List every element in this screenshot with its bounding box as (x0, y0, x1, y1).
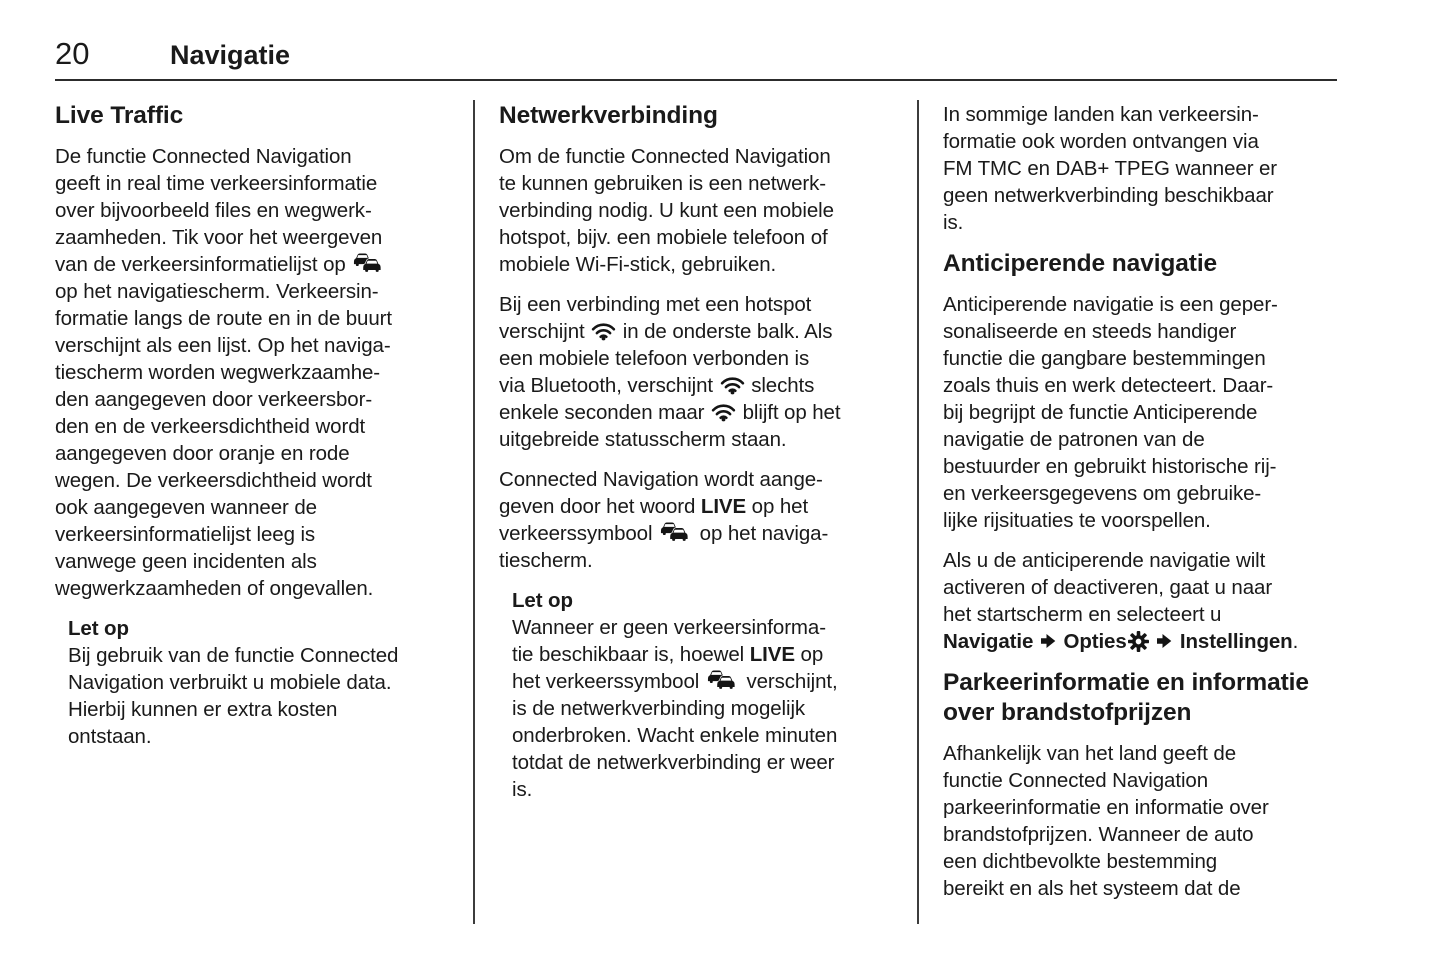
text-line (943, 426, 1337, 453)
text-line (499, 197, 893, 224)
text-run: het verkeerssymbool (512, 670, 705, 693)
text-line (499, 224, 893, 251)
text-run: den en de verkeersdichtheid wordt (55, 415, 366, 438)
text-line (55, 359, 449, 386)
column-divider-1 (473, 100, 475, 924)
text-run: Wanneer er geen verkeersinforma- (512, 616, 826, 639)
column-2 (499, 96, 893, 816)
text-line (68, 696, 449, 723)
emphasis-text: Navigatie (943, 630, 1034, 653)
text-run: activeren of deactiveren, gaat u naar (943, 576, 1273, 599)
text-line (943, 399, 1337, 426)
text-line (943, 128, 1337, 155)
text-run: formatie ook worden ontvangen via (943, 130, 1259, 153)
text-run: verschijnt (499, 320, 591, 343)
text-run: tie beschikbaar is, hoewel (512, 643, 750, 666)
text-line (943, 480, 1337, 507)
text-line (55, 521, 449, 548)
text-run: vanwege geen incidenten als (55, 550, 317, 573)
emphasis-text: Instellingen (1179, 630, 1293, 653)
text-run: hotspot, bijv. een mobiele telefoon of (499, 226, 828, 249)
text-run: parkeerinformatie en informatie over (943, 796, 1269, 819)
text-line (55, 575, 449, 602)
text-run: tiescherm. (499, 549, 593, 572)
traffic-icon (352, 252, 386, 276)
text-run: tiescherm worden wegwerkzaamhe- (55, 361, 381, 384)
text-line (499, 426, 893, 453)
note-block (68, 615, 449, 750)
column-divider-2 (917, 100, 919, 924)
paragraph (943, 291, 1337, 534)
section-heading: Anticiperende navigatie (943, 250, 1218, 277)
text-run: verkeersinformatielijst leeg is (55, 523, 316, 546)
text-run: De functie Connected Navigation (55, 145, 352, 168)
text-line (55, 251, 449, 278)
wifi-icon (711, 402, 736, 422)
text-run: is. (943, 211, 964, 234)
text-run: zoals thuis en werk detecteert. Daar- (943, 374, 1274, 397)
text-run: Bij een verbinding met een hotspot (499, 293, 812, 316)
text-run: op het navigatiescherm. Verkeersin- (55, 280, 379, 303)
text-run: is. (512, 778, 533, 801)
text-line (55, 278, 449, 305)
text-line (55, 224, 449, 251)
column-1 (55, 96, 449, 763)
text-run: Navigation verbruikt u mobiele data. (68, 671, 392, 694)
text-line (499, 143, 893, 170)
text-line (943, 601, 1337, 628)
text-line (512, 614, 893, 641)
text-run: via Bluetooth, verschijnt (499, 374, 719, 397)
text-run: verschijnt als een lijst. Op het naviga- (55, 334, 391, 357)
text-line (512, 776, 893, 803)
header-rule (55, 79, 1337, 81)
text-line (943, 628, 1337, 655)
text-line (943, 740, 1337, 767)
text-line (55, 413, 449, 440)
text-run: uitgebreide statusscherm staan. (499, 428, 787, 451)
note-title: Let op (68, 617, 129, 640)
text-run: ook aangegeven wanneer de (55, 496, 317, 519)
text-run: te kunnen gebruiken is een netwerk- (499, 172, 826, 195)
text-run: aangegeven door oranje en rode (55, 442, 350, 465)
text-line (943, 574, 1337, 601)
paragraph (55, 143, 449, 602)
text-run: formatie langs de route en in de buurt (55, 307, 392, 330)
text-line (943, 372, 1337, 399)
text-run: lijke rijsituaties te voorspellen. (943, 509, 1211, 532)
text-line (512, 749, 893, 776)
text-run: brandstofprijzen. Wanneer de auto (943, 823, 1254, 846)
paragraph (943, 547, 1337, 655)
text-run: op (794, 643, 824, 666)
text-run: bij begrijpt de functie Anticiperende (943, 401, 1258, 424)
text-line (499, 399, 893, 426)
text-line (499, 291, 893, 318)
text-run: Connected Navigation wordt aange- (499, 468, 823, 491)
text-line (499, 318, 893, 345)
text-line (943, 507, 1337, 534)
text-run: wegen. De verkeersdichtheid wordt (55, 469, 372, 492)
text-line (943, 453, 1337, 480)
text-run: den aangegeven door verkeersbor- (55, 388, 373, 411)
text-line (55, 494, 449, 521)
column-3 (943, 96, 1337, 915)
text-run: het startscherm en selecteert u (943, 603, 1222, 626)
text-run (1150, 630, 1156, 653)
page-title: Navigatie (170, 40, 291, 70)
text-run: FM TMC en DAB+ TPEG wanneer er (943, 157, 1278, 180)
paragraph (499, 291, 893, 453)
arrow-icon (1157, 633, 1172, 649)
text-line (499, 251, 893, 278)
text-run: functie Connected Navigation (943, 769, 1209, 792)
text-line (55, 548, 449, 575)
text-run: een dichtbevolkte bestemming (943, 850, 1218, 873)
text-line (55, 170, 449, 197)
text-line (943, 345, 1337, 372)
text-line (55, 386, 449, 413)
wifi-icon (591, 321, 616, 341)
text-run: verbinding nodig. U kunt een mobiele (499, 199, 834, 222)
paragraph (499, 143, 893, 278)
text-line (943, 547, 1337, 574)
emphasis-text: LIVE (700, 495, 747, 518)
page-number: 20 (55, 36, 90, 71)
text-line (512, 722, 893, 749)
emphasis-text: LIVE (749, 643, 795, 666)
text-run: bereikt en als het systeem dat de (943, 877, 1241, 900)
text-run: navigatie de patronen van de (943, 428, 1205, 451)
text-line (512, 695, 893, 722)
text-line (943, 794, 1337, 821)
text-line (499, 372, 893, 399)
text-run: bestuurder en gebruikt historische rij- (943, 455, 1277, 478)
traffic-icon (706, 669, 740, 693)
text-run: Hierbij kunnen er extra kosten (68, 698, 338, 721)
paragraph (943, 740, 1337, 902)
text-run: slechts (745, 374, 815, 397)
text-run: geen netwerkverbinding beschikbaar (943, 184, 1274, 207)
text-run: een mobiele telefoon verbonden is (499, 347, 810, 370)
text-line (943, 182, 1337, 209)
text-run: van de verkeersinformatielijst op (55, 253, 352, 276)
note-block (512, 587, 893, 803)
text-line (68, 723, 449, 750)
text-line (55, 332, 449, 359)
text-line (499, 493, 893, 520)
columns-area (55, 96, 1337, 924)
text-run: totdat de netwerkverbinding er weer (512, 751, 835, 774)
text-run: In sommige landen kan verkeersin- (943, 103, 1259, 126)
text-line (55, 467, 449, 494)
arrow-icon (1041, 633, 1056, 649)
text-run (1033, 630, 1039, 653)
text-line (943, 875, 1337, 902)
gear-icon (1128, 631, 1149, 652)
text-line (943, 155, 1337, 182)
traffic-icon (659, 521, 693, 545)
text-line (499, 170, 893, 197)
text-run: enkele seconden maar (499, 401, 711, 424)
text-line (512, 641, 893, 668)
text-run: onderbroken. Wacht enkele minuten (512, 724, 838, 747)
text-line (499, 345, 893, 372)
paragraph (499, 466, 893, 574)
text-line (499, 547, 893, 574)
text-run: is de netwerkverbinding mogelijk (512, 697, 806, 720)
text-run: mobiele Wi-Fi-stick, gebruiken. (499, 253, 777, 276)
text-run: op het naviga- (694, 522, 829, 545)
note-title: Let op (512, 589, 573, 612)
text-line (943, 767, 1337, 794)
text-line (68, 669, 449, 696)
text-line (943, 821, 1337, 848)
text-run: geeft in real time verkeersinformatie (55, 172, 378, 195)
text-run: en verkeersgegevens om gebruike- (943, 482, 1262, 505)
text-run: Anticiperende navigatie is een geper- (943, 293, 1278, 316)
text-line (68, 642, 449, 669)
emphasis-text: Opties (1063, 630, 1127, 653)
text-run: zaamheden. Tik voor het weergeven (55, 226, 383, 249)
text-run: blijft op het (737, 401, 841, 424)
text-run: Als u de anticiperende navigatie wilt (943, 549, 1266, 572)
text-run: functie die gangbare bestemmingen (943, 347, 1266, 370)
text-line (943, 209, 1337, 236)
text-line (55, 197, 449, 224)
text-line (512, 668, 893, 695)
text-run: in de onderste balk. Als (617, 320, 833, 343)
text-line (55, 440, 449, 467)
text-line (943, 101, 1337, 128)
text-run: wegwerkzaamheden of ongevallen. (55, 577, 374, 600)
text-run: verschijnt, (740, 670, 838, 693)
text-line (943, 318, 1337, 345)
section-heading: Netwerkverbinding (499, 102, 718, 129)
text-line (499, 466, 893, 493)
section-heading: Live Traffic (55, 102, 184, 129)
paragraph (943, 101, 1337, 236)
text-run: sonaliseerde en steeds handiger (943, 320, 1237, 343)
text-line (55, 143, 449, 170)
text-run: . (1292, 630, 1299, 653)
text-run: over bijvoorbeeld files en wegwerk- (55, 199, 372, 222)
text-run: op het (746, 495, 809, 518)
text-run: geven door het woord (499, 495, 701, 518)
text-line (943, 291, 1337, 318)
text-line (499, 520, 893, 547)
text-line (55, 305, 449, 332)
text-run: Om de functie Connected Navigation (499, 145, 831, 168)
text-run: Bij gebruik van de functie Connected (68, 644, 399, 667)
text-run: ontstaan. (68, 725, 152, 748)
wifi-icon (720, 375, 745, 395)
text-run: verkeerssymbool (499, 522, 659, 545)
page-header (55, 36, 1337, 81)
text-line (943, 848, 1337, 875)
text-run: Afhankelijk van het land geeft de (943, 742, 1237, 765)
section-heading: Parkeerinformatie en informatie over brandstofprijzen (943, 669, 1309, 726)
